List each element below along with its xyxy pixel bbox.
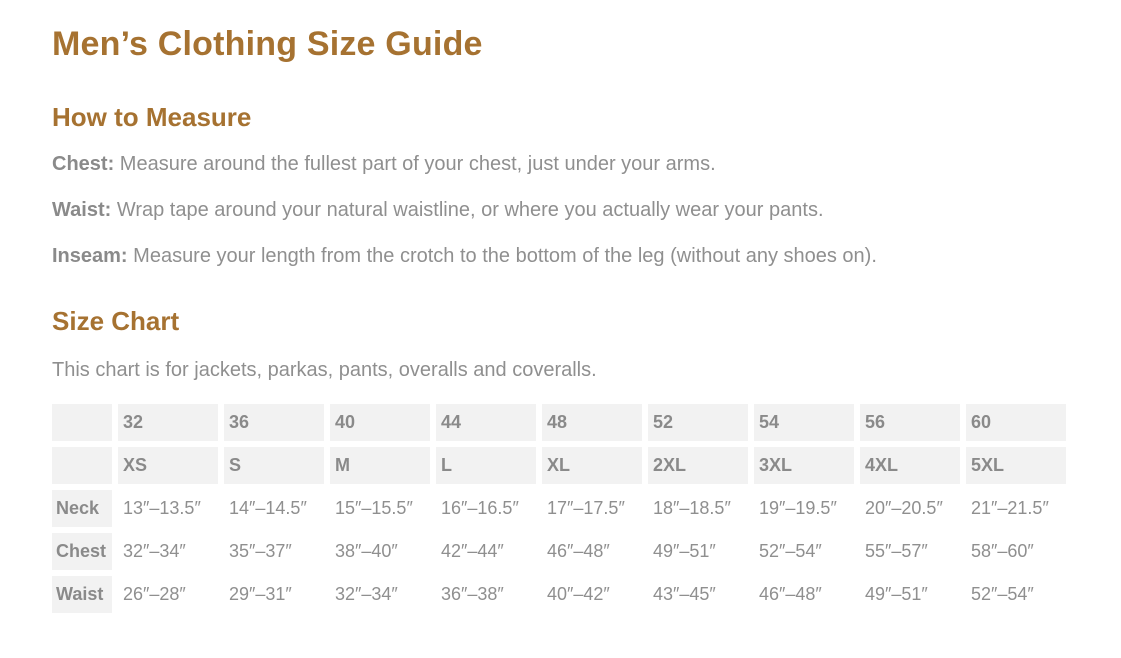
measure-chest-text: Measure around the fullest part of your chest, just under your arms. <box>119 153 716 175</box>
table-cell: 19″–19.5″ <box>759 498 837 518</box>
numeric-size-cell: 52 <box>648 404 748 441</box>
table-cell: 17″–17.5″ <box>547 498 625 518</box>
numeric-size-cell: 32 <box>118 404 218 441</box>
numeric-size-cell: 36 <box>224 404 324 441</box>
row-label: Waist <box>52 576 112 613</box>
letter-size-cell: M <box>330 447 430 484</box>
table-cell: 21″–21.5″ <box>971 498 1049 518</box>
table-cell: 52″–54″ <box>759 541 822 561</box>
table-cell: 55″–57″ <box>865 541 928 561</box>
row-label: Neck <box>52 490 112 527</box>
table-cell: 15″–15.5″ <box>335 498 413 518</box>
page-title: Men’s Clothing Size Guide <box>52 25 483 63</box>
table-row-neck <box>52 490 1066 527</box>
table-cell: 32″–34″ <box>123 541 186 561</box>
size-table <box>46 398 1072 619</box>
numeric-size-row <box>52 404 1066 441</box>
letter-size-cell: XS <box>118 447 218 484</box>
letter-size-cell: 3XL <box>754 447 854 484</box>
table-cell: 42″–44″ <box>441 541 504 561</box>
table-cell: 32″–34″ <box>335 584 398 604</box>
size-chart-description: This chart is for jackets, parkas, pants, overalls and coveralls. <box>52 359 597 381</box>
table-row-chest <box>52 533 1066 570</box>
table-cell: 35″–37″ <box>229 541 292 561</box>
measure-chest <box>52 150 1121 178</box>
letter-size-cell: 5XL <box>966 447 1066 484</box>
letter-size-cell: L <box>436 447 536 484</box>
table-cell: 43″–45″ <box>653 584 716 604</box>
table-cell: 49″–51″ <box>653 541 716 561</box>
letter-size-cell: 2XL <box>648 447 748 484</box>
table-cell: 58″–60″ <box>971 541 1034 561</box>
numeric-size-cell: 44 <box>436 404 536 441</box>
table-cell: 14″–14.5″ <box>229 498 307 518</box>
table-cell: 52″–54″ <box>971 584 1034 604</box>
table-cell: 46″–48″ <box>547 541 610 561</box>
measure-waist <box>52 196 1121 224</box>
letter-size-cell: 4XL <box>860 447 960 484</box>
numeric-size-cell: 48 <box>542 404 642 441</box>
measure-waist-label: Waist: <box>52 199 112 221</box>
measure-inseam <box>52 242 1121 270</box>
row-label: Chest <box>52 533 112 570</box>
table-cell: 18″–18.5″ <box>653 498 731 518</box>
table-cell: 40″–42″ <box>547 584 610 604</box>
numeric-size-cell: 60 <box>966 404 1066 441</box>
corner-cell <box>52 447 112 484</box>
size-chart-heading: Size Chart <box>52 306 180 336</box>
how-to-measure-heading: How to Measure <box>52 102 252 132</box>
corner-cell <box>52 404 112 441</box>
letter-size-cell: S <box>224 447 324 484</box>
table-cell: 16″–16.5″ <box>441 498 519 518</box>
measure-waist-text: Wrap tape around your natural waistline, or where you actually wear your pants. <box>116 199 824 221</box>
table-cell: 29″–31″ <box>229 584 292 604</box>
numeric-size-cell: 56 <box>860 404 960 441</box>
table-cell: 26″–28″ <box>123 584 186 604</box>
table-cell: 46″–48″ <box>759 584 822 604</box>
table-row-waist <box>52 576 1066 613</box>
letter-size-cell: XL <box>542 447 642 484</box>
table-cell: 49″–51″ <box>865 584 928 604</box>
table-cell: 36″–38″ <box>441 584 504 604</box>
numeric-size-cell: 40 <box>330 404 430 441</box>
table-cell: 13″–13.5″ <box>123 498 201 518</box>
table-cell: 38″–40″ <box>335 541 398 561</box>
measure-inseam-text: Measure your length from the crotch to the bottom of the leg (without any shoes on). <box>133 245 877 267</box>
measure-inseam-label: Inseam: <box>52 245 128 267</box>
numeric-size-cell: 54 <box>754 404 854 441</box>
table-cell: 20″–20.5″ <box>865 498 943 518</box>
measure-chest-label: Chest: <box>52 153 115 175</box>
letter-size-row <box>52 447 1066 484</box>
